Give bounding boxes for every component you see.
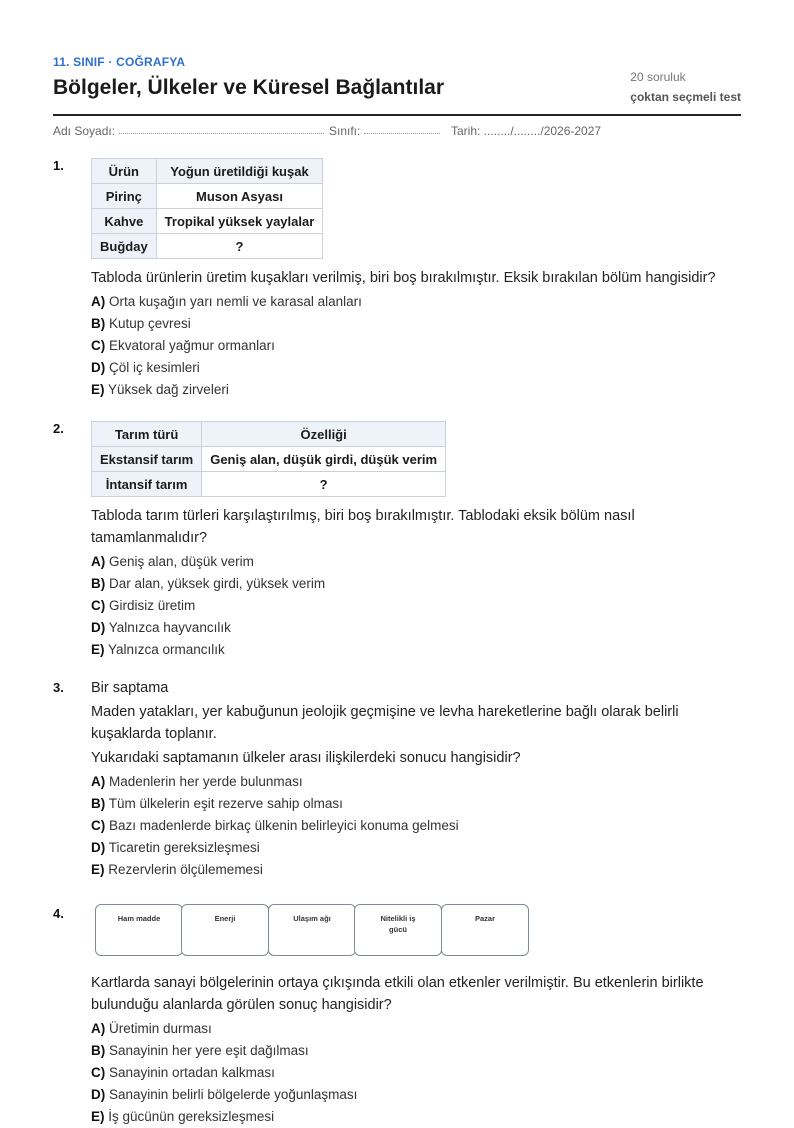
answer-option-b[interactable]: B) Kutup çevresi: [91, 316, 191, 331]
class-label: Sınıfı:: [329, 124, 361, 138]
table-header: Özelliği: [202, 422, 446, 447]
test-type: çoktan seçmeli test: [630, 90, 741, 104]
statement-text: Maden yatakları, yer kabuğunun jeolojik geçmişine ve levha hareketlerine bağlı olarak belirli kuşaklarda toplanır.: [91, 704, 679, 742]
name-field[interactable]: [53, 124, 115, 138]
question-count: 20 soruluk: [630, 70, 686, 84]
answer-option-d[interactable]: D) Yalnızca hayvancılık: [91, 620, 231, 635]
table-header: Tarım türü: [92, 422, 202, 447]
farming-table: [91, 421, 446, 497]
subject-label: 11. SINIF · COĞRAFYA: [53, 55, 186, 69]
answer-option-c[interactable]: C) Ekvatoral yağmur ormanları: [91, 338, 275, 353]
factor-card: Enerji: [181, 904, 269, 956]
table-cell: Kahve: [92, 209, 157, 234]
answer-option-a[interactable]: A) Madenlerin her yerde bulunması: [91, 774, 303, 789]
factor-card: Ham madde: [95, 904, 183, 956]
table-cell: Tropikal yüksek yaylalar: [156, 209, 323, 234]
answer-option-d[interactable]: D) Sanayinin belirli bölgelerde yoğunlaşması: [91, 1087, 358, 1102]
table-cell: Geniş alan, düşük girdi, düşük verim: [202, 447, 446, 472]
test-meta: [630, 70, 741, 104]
factor-cards: [91, 904, 531, 958]
factor-card: Nitelikli iş gücü: [354, 904, 442, 956]
answer-option-c[interactable]: C) Girdisiz üretim: [91, 598, 196, 613]
answer-option-b[interactable]: B) Tüm ülkelerin eşit rezerve sahip olması: [91, 796, 343, 811]
answer-option-a[interactable]: A) Üretimin durması: [91, 1021, 212, 1036]
factor-card: Pazar: [441, 904, 529, 956]
answer-options: [91, 771, 741, 881]
answer-option-e[interactable]: E) Rezervlerin ölçülememesi: [91, 862, 263, 877]
question-number: 2.: [53, 421, 64, 436]
table-row: [92, 447, 446, 472]
class-field[interactable]: [329, 124, 360, 138]
table-cell: İntansif tarım: [92, 472, 202, 497]
table-row: [92, 472, 446, 497]
statement-heading: Bir saptama: [91, 680, 169, 696]
answer-option-e[interactable]: E) Yüksek dağ zirveleri: [91, 382, 229, 397]
question-body: [91, 904, 741, 1128]
question-number: 3.: [53, 680, 64, 695]
table-header: Ürün: [92, 159, 157, 184]
table-cell: Muson Asyası: [156, 184, 323, 209]
table-header: Yoğun üretildiği kuşak: [156, 159, 323, 184]
question-stem: Tabloda tarım türleri karşılaştırılmış, biri boş bırakılmıştır. Tablodaki eksik bölüm nasıl tamamlanmalıdır?: [91, 508, 635, 546]
table-row: [92, 184, 323, 209]
answer-option-c[interactable]: C) Sanayinin ortadan kalkması: [91, 1065, 275, 1080]
table-cell: ?: [202, 472, 446, 497]
answer-options: [91, 1018, 741, 1128]
question-stem: Yukarıdaki saptamanın ülkeler arası ilişkilerdeki sonucu hangisidir?: [91, 750, 521, 766]
answer-options: [91, 551, 741, 661]
name-label: Adı Soyadı:: [53, 124, 116, 138]
answer-option-d[interactable]: D) Ticaretin gereksizleşmesi: [91, 840, 260, 855]
question-stem: Tabloda ürünlerin üretim kuşakları verilmiş, biri boş bırakılmıştır. Eksik bırakılan bölüm hangisidir?: [91, 270, 716, 286]
question-stem: Kartlarda sanayi bölgelerinin ortaya çıkışında etkili olan etkenler verilmiştir. Bu etkenlerin birlikte bulunduğu alanlarda görülen sonuç hangisidir?: [91, 975, 704, 1013]
table-cell: ?: [156, 234, 323, 259]
answer-option-c[interactable]: C) Bazı madenlerde birkaç ülkenin belirleyici konuma gelmesi: [91, 818, 459, 833]
answer-option-b[interactable]: B) Dar alan, yüksek girdi, yüksek verim: [91, 576, 326, 591]
table-header-row: [92, 159, 323, 184]
factor-card: Ulaşım ağı: [268, 904, 356, 956]
table-cell: Pirinç: [92, 184, 157, 209]
class-blank[interactable]: [364, 124, 440, 134]
answer-option-e[interactable]: E) İş gücünün gereksizleşmesi: [91, 1109, 275, 1124]
question-number: 1.: [53, 158, 64, 173]
answer-option-d[interactable]: D) Çöl iç kesimleri: [91, 360, 200, 375]
table-header-row: [92, 422, 446, 447]
answer-option-b[interactable]: B) Sanayinin her yere eşit dağılması: [91, 1043, 309, 1058]
product-table: [91, 158, 323, 259]
answer-options: [91, 291, 741, 401]
exam-header: [53, 52, 741, 116]
table-row: [92, 234, 323, 259]
question-body: [91, 158, 741, 401]
question-body: [91, 677, 741, 881]
answer-option-e[interactable]: E) Yalnızca ormancılık: [91, 642, 225, 657]
answer-option-a[interactable]: A) Orta kuşağın yarı nemli ve karasal alanları: [91, 294, 362, 309]
table-row: [92, 209, 323, 234]
page-title: Bölgeler, Ülkeler ve Küresel Bağlantılar: [53, 76, 445, 99]
answer-option-a[interactable]: A) Geniş alan, düşük verim: [91, 554, 254, 569]
table-cell: Buğday: [92, 234, 157, 259]
name-blank[interactable]: [119, 124, 324, 134]
table-cell: Ekstansif tarım: [92, 447, 202, 472]
question-body: [91, 421, 741, 661]
question-number: 4.: [53, 906, 64, 921]
date-field[interactable]: Tarih: ......../......../2026-2027: [451, 124, 602, 138]
